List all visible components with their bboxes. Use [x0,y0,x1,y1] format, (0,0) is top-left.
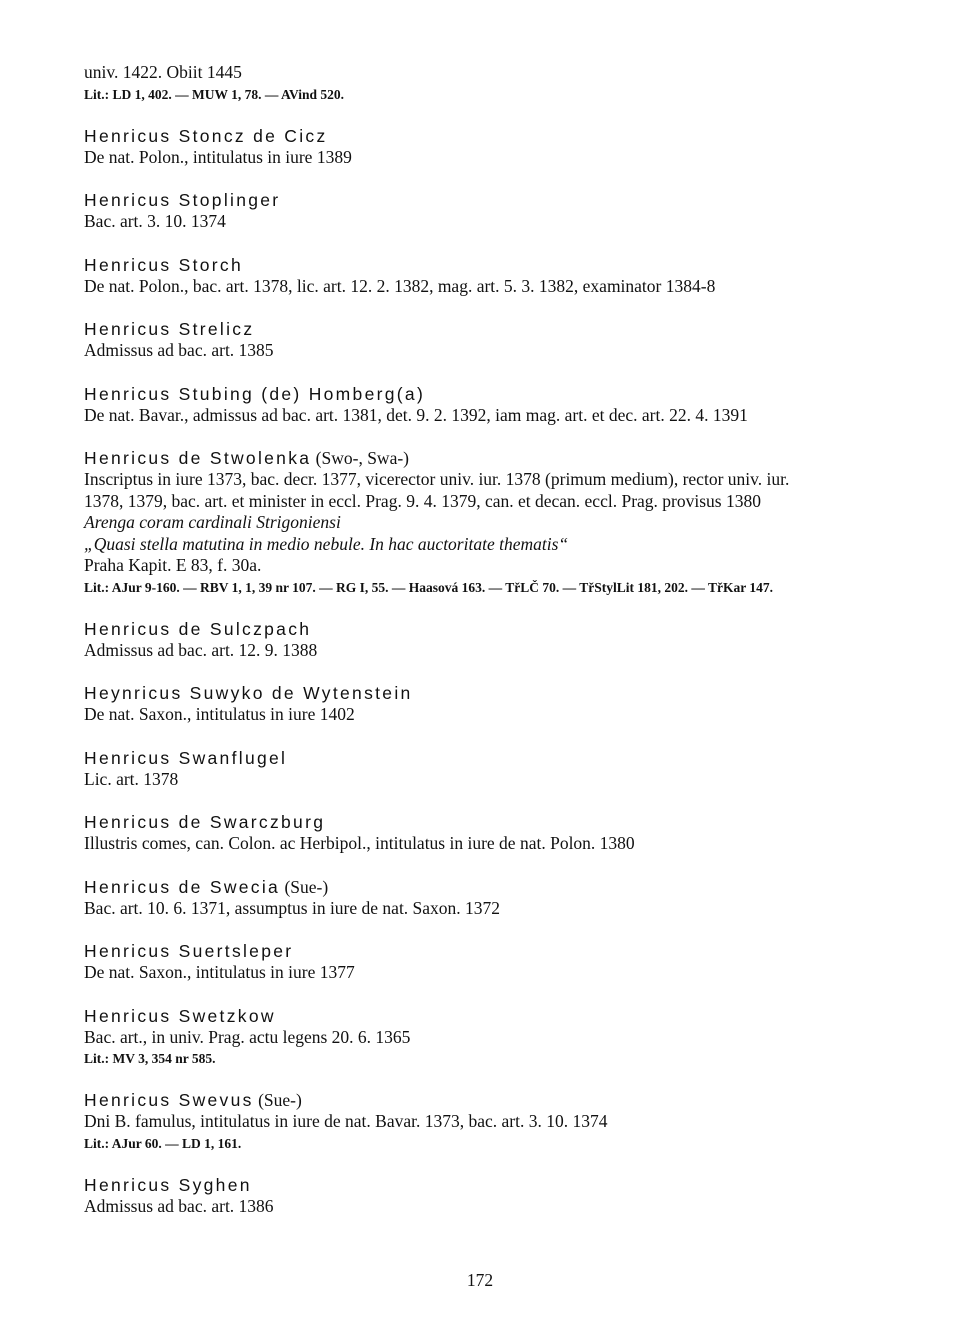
entry-name [84,1005,904,1027]
entry-line: De nat. Saxon., intitulatus in iure 1377 [84,962,355,982]
entry-name [84,940,904,962]
entry-name [84,747,904,769]
entry-name-text: Henricus de Sulczpach [84,618,312,639]
entry-name [84,1174,904,1196]
entry [84,940,904,984]
page-body [84,62,904,1217]
entry-name-text: Henricus de Stwolenka [84,448,312,468]
entry-line: Admissus ad bac. art. 1386 [84,1195,274,1216]
entry [84,682,904,726]
entry-name-text: Henricus Storch [84,254,243,275]
literature-note: Lit.: LD 1, 402. — MUW 1, 78. — AVind 520. [84,86,345,102]
literature-note: Lit.: AJur 9-160. — RBV 1, 1, 39 nr 107. — RG I, 55. — Haasová 163. — TřLČ 70. — TřStylLit 181, 202. — TřKar 147. [84,579,774,595]
entry [84,1005,904,1069]
entry [84,125,904,169]
entry [84,811,904,855]
entry-name-text: Henricus Stoplinger [84,190,281,210]
entry [84,318,904,362]
literature-note: Lit.: AJur 60. — LD 1, 161. [84,1135,242,1151]
entry-line: Bac. art. 10. 6. 1371, assumptus in iure de nat. Saxon. 1372 [84,897,501,918]
entry-line: Lic. art. 1378 [84,768,179,789]
entry [84,254,904,298]
entry-name-variant: (Swo-, Swa-) [311,448,409,468]
entry-name-text: Henricus de Swecia [84,876,281,897]
entry-line: Illustris comes, can. Colon. ac Herbipol., intitulatus in iure de nat. Polon. 1380 [84,833,635,853]
entry-name-text: Henricus Syghen [84,1174,252,1195]
entry-name-text: Henricus de Swarczburg [84,812,326,832]
entry-name [84,383,904,405]
continuation-line: univ. 1422. Obiit 1445 [84,62,242,82]
entry-name [84,189,904,211]
entry-name-variant: (Sue-) [280,876,329,897]
entry-name [84,1089,904,1111]
entry-name-text: Henricus Swevus [84,1090,254,1110]
entries-list [84,125,904,1218]
entry-line: Bac. art., in univ. Prag. actu legens 20. 6. 1365 [84,1026,411,1047]
entry [84,618,904,662]
entry [84,1174,904,1218]
entry [84,1089,904,1153]
entry-line: Admissus ad bac. art. 12. 9. 1388 [84,639,318,660]
entry-line: Praha Kapit. E 83, f. 30a. [84,555,262,575]
entry [84,447,904,597]
entry-line: 1378, 1379, bac. art. et minister in eccl. Prag. 9. 4. 1379, can. et decan. eccl. Prag. provisus 1380 [84,490,761,511]
entry-name-text: Henricus Stoncz de Cicz [84,125,328,146]
entry-name [84,682,904,704]
entry-name [84,447,904,469]
entry [84,189,904,233]
entry-line: De nat. Bavar., admissus ad bac. art. 1381, det. 9. 2. 1392, iam mag. art. et dec. art. 22. 4. 1391 [84,404,748,425]
entry-name [84,811,904,833]
entry-line: Bac. art. 3. 10. 1374 [84,211,226,231]
entry [84,383,904,427]
entry-name [84,876,904,898]
entry-name-text: Henricus Stubing (de) Homberg(a) [84,383,426,404]
literature-note: Lit.: MV 3, 354 nr 585. [84,1051,216,1066]
entry-line: De nat. Polon., bac. art. 1378, lic. art. 12. 2. 1382, mag. art. 5. 3. 1382, examinator 1384-8 [84,275,716,296]
entry-name-text: Heynricus Suwyko de Wytenstein [84,683,413,703]
entry-name-text: Henricus Swetzkow [84,1005,276,1026]
entry-name [84,618,904,640]
entry-name-text: Henricus Swanflugel [84,747,288,768]
entry-line: Inscriptus in iure 1373, bac. decr. 1377, vicerector univ. iur. 1378 (primum medium), rector univ. iur. [84,469,790,489]
entry-name-variant: (Sue-) [253,1090,302,1110]
entry-italic-line: Arenga coram cardinali Strigoniensi [84,512,341,532]
entry-line: De nat. Polon., intitulatus in iure 1389 [84,146,352,167]
entry-italic-line: „Quasi stella matutina in medio nebule. In hac auctoritate thematis“ [84,533,569,554]
entry-name [84,125,904,147]
entry-line: Admissus ad bac. art. 1385 [84,340,274,360]
entry-line: Dni B. famulus, intitulatus in iure de nat. Bavar. 1373, bac. art. 3. 10. 1374 [84,1111,608,1131]
entry-name [84,318,904,340]
entry-line: De nat. Saxon., intitulatus in iure 1402 [84,704,355,724]
entry-name-text: Henricus Suertsleper [84,941,294,961]
entry [84,876,904,920]
entry-name-text: Henricus Strelicz [84,319,255,339]
page-number: 172 [466,1270,494,1290]
entry [84,747,904,791]
entry-name [84,254,904,276]
